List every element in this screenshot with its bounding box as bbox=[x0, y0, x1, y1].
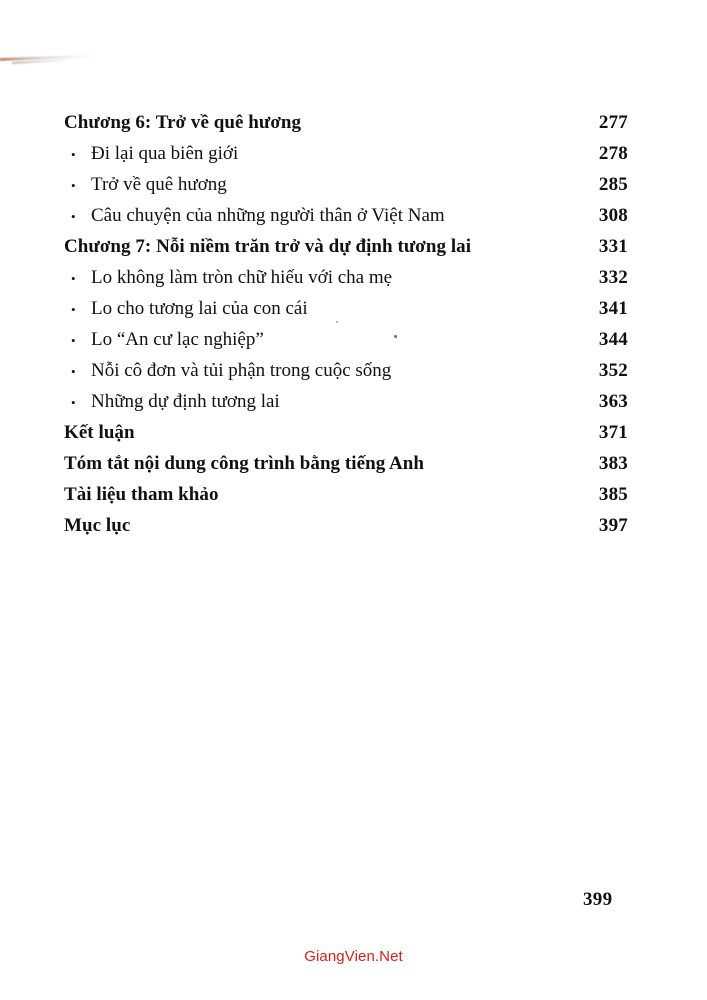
toc-entry-page-number: 278 bbox=[598, 143, 628, 164]
toc-entry-row bbox=[64, 267, 636, 298]
toc-chapter-row bbox=[64, 236, 636, 267]
ink-speck-artifact bbox=[394, 335, 397, 338]
toc-entry-page-number: 371 bbox=[598, 422, 628, 443]
toc-entry-page-number: 308 bbox=[598, 205, 628, 226]
toc-entry-page-number: 385 bbox=[598, 484, 628, 505]
toc-chapter-row bbox=[64, 112, 636, 143]
bullet-icon: • bbox=[71, 302, 76, 317]
watermark: GiangVien.Net bbox=[304, 948, 403, 965]
toc-entry-label: Tóm tắt nội dung công trình bằng tiếng Anh bbox=[64, 453, 425, 474]
toc-entry-page-number: 285 bbox=[598, 174, 628, 195]
toc-entry-label: Chương 6: Trở về quê hương bbox=[64, 112, 302, 133]
toc-entry-row bbox=[64, 205, 636, 236]
toc-entry-row bbox=[64, 143, 636, 174]
toc-entry-page-number: 383 bbox=[598, 453, 628, 474]
toc-entry-label: Nỗi cô đơn và tủi phận trong cuộc sống bbox=[91, 360, 392, 381]
toc-entry-label: Lo “An cư lạc nghiệp” bbox=[91, 329, 264, 350]
toc-entry-row bbox=[64, 329, 636, 360]
table-of-contents bbox=[64, 112, 636, 546]
toc-entry-row bbox=[64, 174, 636, 205]
page-number: 399 bbox=[583, 889, 613, 910]
bullet-icon: • bbox=[71, 178, 76, 193]
toc-entry-row bbox=[64, 391, 636, 422]
toc-entry-label: Kết luận bbox=[64, 422, 135, 443]
toc-chapter-row bbox=[64, 453, 636, 484]
bullet-icon: • bbox=[71, 147, 76, 162]
bullet-icon: • bbox=[71, 364, 76, 379]
toc-entry-page-number: 344 bbox=[598, 329, 628, 350]
toc-entry-label: Câu chuyện của những người thân ở Việt Nam bbox=[91, 205, 445, 226]
toc-entry-page-number: 397 bbox=[598, 515, 628, 536]
toc-entry-label: Đi lại qua biên giới bbox=[91, 143, 239, 164]
toc-chapter-row bbox=[64, 422, 636, 453]
toc-entry-row bbox=[64, 298, 636, 329]
toc-chapter-row bbox=[64, 484, 636, 515]
toc-entry-page-number: 352 bbox=[598, 360, 628, 381]
ink-speck-artifact bbox=[336, 321, 338, 323]
bullet-icon: • bbox=[71, 271, 76, 286]
toc-entry-label: Lo cho tương lai của con cái bbox=[91, 298, 308, 319]
toc-entry-page-number: 341 bbox=[598, 298, 628, 319]
bullet-icon: • bbox=[71, 333, 76, 348]
toc-entry-label: Chương 7: Nỗi niềm trăn trở và dự định tương lai bbox=[64, 236, 472, 257]
bullet-icon: • bbox=[71, 209, 76, 224]
toc-entry-label: Tài liệu tham khảo bbox=[64, 484, 219, 505]
toc-entry-page-number: 331 bbox=[598, 236, 628, 257]
scan-artifact-streak-secondary bbox=[12, 59, 72, 64]
toc-entry-page-number: 363 bbox=[598, 391, 628, 412]
toc-entry-label: Mục lục bbox=[64, 515, 131, 536]
toc-chapter-row bbox=[64, 515, 636, 546]
toc-entry-label: Những dự định tương lai bbox=[91, 391, 280, 412]
toc-entry-page-number: 277 bbox=[598, 112, 628, 133]
bullet-icon: • bbox=[71, 395, 76, 410]
toc-entry-label: Lo không làm tròn chữ hiếu với cha mẹ bbox=[91, 267, 393, 288]
scan-artifact-streak bbox=[0, 54, 96, 61]
toc-entry-page-number: 332 bbox=[598, 267, 628, 288]
toc-entry-label: Trở về quê hương bbox=[91, 174, 227, 195]
toc-entry-row bbox=[64, 360, 636, 391]
